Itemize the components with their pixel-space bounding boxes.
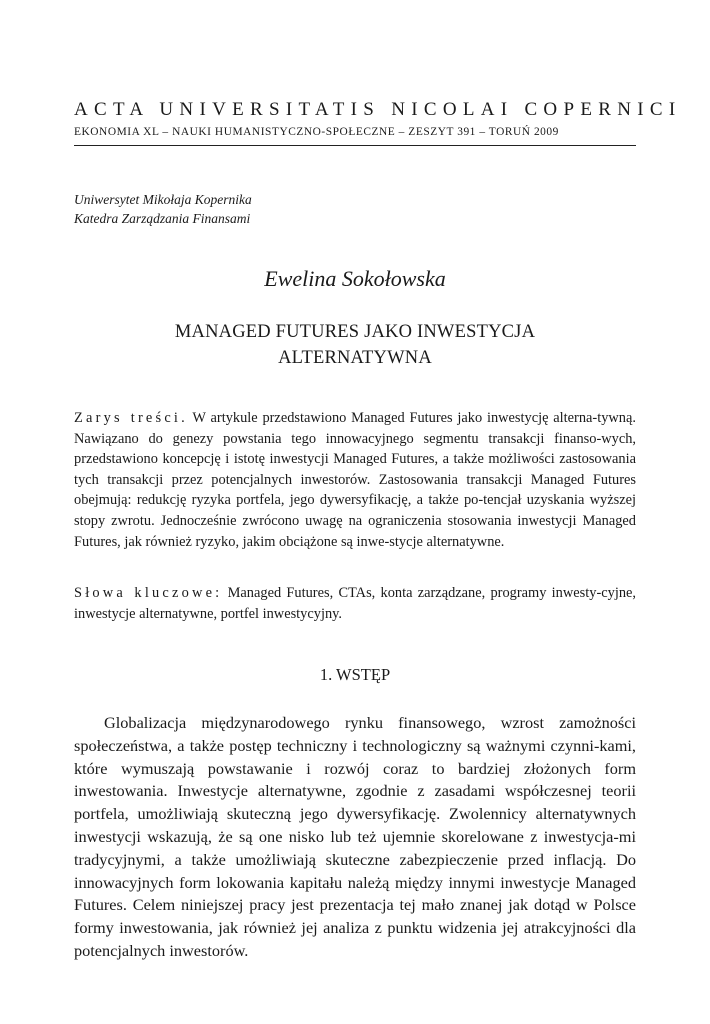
journal-subtitle: EKONOMIA XL – NAUKI HUMANISTYCZNO-SPOŁECZNE – ZESZYT 391 – TORUŃ 2009 — [74, 126, 559, 138]
keywords-label: Słowa kluczowe: — [74, 585, 223, 601]
article-title-line-2: ALTERNATYWNA — [278, 348, 432, 368]
keywords-text: Managed Futures, CTAs, konta zarządzane, programy inwesty-cyjne, inwestycje alternatywne, portfel inwestycyjny. — [74, 585, 636, 622]
article-title — [74, 319, 636, 371]
affiliation-department: Katedra Zarządzania Finansami — [74, 211, 251, 226]
abstract-label: Zarys treści. — [74, 410, 188, 426]
affiliation-university: Uniwersytet Mikołaja Kopernika — [74, 192, 252, 207]
article-title-line-1: MANAGED FUTURES JAKO INWESTYCJA — [174, 322, 536, 342]
keywords — [74, 583, 636, 624]
journal-title: ACTA UNIVERSITATIS NICOLAI COPERNICI — [74, 99, 682, 120]
header-divider — [74, 145, 636, 146]
abstract-text: W artykule przedstawiono Managed Futures jako inwestycję alterna-tywną. Nawiązano do genezy powstania tego innowacyjnego segmentu transakcji finanso-wych, przedstawiono koncepcję i istotę inwestycji Managed Futures, a także możliwości zastosowania tych transakcji przez potencjalnych inwestorów. Zastosowania transakcji Managed Futures obejmują: redukcję ryzyka portfela, jego dywersyfikację, a także po-tencjał uzyskania wyższej stopy zwrotu. Jednocześnie zwrócono uwagę na ograniczenia stosowania inwestycji Managed Futures, jak również ryzyko, jakim obciążone są inwe-stycje alternatywne. — [74, 410, 636, 550]
abstract — [74, 408, 636, 552]
body-text — [74, 712, 636, 963]
author-name: Ewelina Sokołowska — [264, 266, 446, 291]
section-heading: 1. WSTĘP — [319, 665, 391, 684]
abstract-paragraph — [74, 408, 636, 552]
intro-paragraph: Globalizacja międzynarodowego rynku finansowego, wzrost zamożności społeczeństwa, a także postęp techniczny i technologiczny są ważnymi czynni-kami, które wymuszają powstawanie i rozwój coraz to bardziej złożonych form inwestowania. Inwestycje alternatywne, zgodnie z zasadami współczesnej teorii portfela, umożliwiają skuteczną jego dywersyfikację. Zwolennicy alternatywnych inwestycji wskazują, że są one nisko lub też ujemnie skorelowane z inwestycja-mi tradycyjnymi, a także umożliwiają skuteczne zabezpieczenie przed inflacją. Do innowacyjnych form lokowania kapitału należą między innymi inwestycje Managed Futures. Celem niniejszej pracy jest prezentacja tej mało znanej jak dotąd w Polsce formy inwestowania, jak również jej analiza z punktu widzenia jej atrakcyjności dla potencjalnych inwestorów. — [74, 713, 636, 960]
affiliation — [74, 190, 252, 228]
